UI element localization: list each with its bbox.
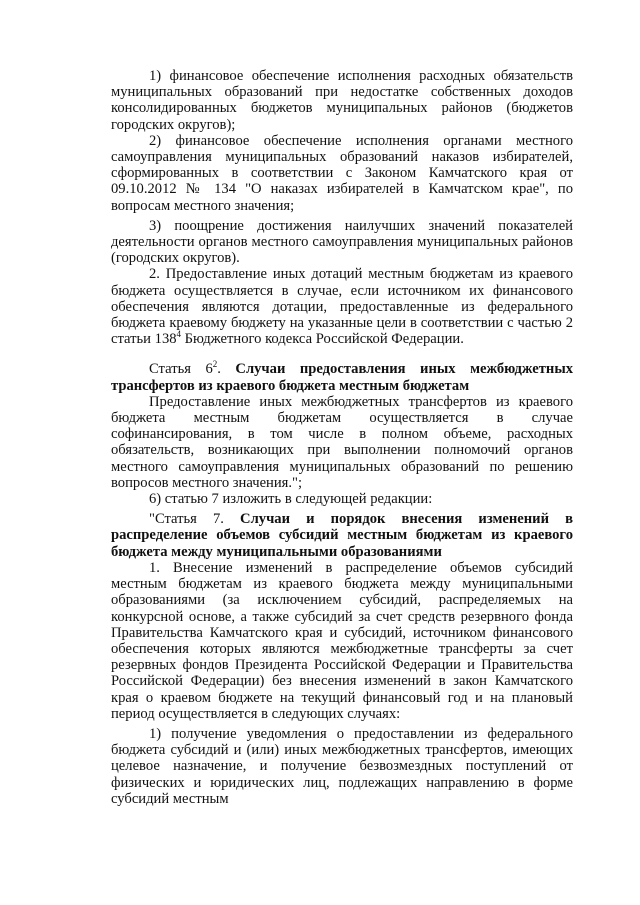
article-6-2-heading (111, 361, 573, 393)
article-7-item-1: 1) получение уведомления о предоставлении из федерального бюджета субсидий и (или) иных межбюджетных трансфертов, имеющих целевое назначение, и получение безвозмездных поступлений от физических и юридических лиц, подлежащих направлению в форме субсидий местным (111, 725, 573, 807)
paragraph-part-2-tail: Бюджетного кодекса Российской Федерации. (181, 331, 464, 348)
article-6-2-body: Предоставление иных межбюджетных трансфертов из краевого бюджета местным бюджетам осуществляется в случае софинансирования, в том числе в полном объеме, расходных обязательств, возникающих при выполнении полномочий органов местного самоуправления муниципальных образований по решению вопросов местного значения."; (111, 393, 573, 491)
article-7-part-1: 1. Внесение изменений в распределение объемов субсидий местным бюджетам из краевого бюджета между муниципальными образованиями (за исключением субсидий, распределяемых на конкурсной основе, а также субсидий за счет средств резервного фонда Правительства Камчатского края и субсидий, источником финансового обеспечения которых являются межбюджетные трансферты за счет резервных фондов Президента Российской Федерации и Правительства Российской Федерации) без внесения изменений в закон Камчатского края о краевом бюджете на текущий финансовый год и на плановый период осуществляется в следующих случаях: (111, 559, 573, 722)
paragraph-part-2-text: 2. Предоставление иных дотаций местным бюджетам из краевого бюджета осуществляется в случае, если источником их финансового обеспечения являются дотации, предоставленные из федерального бюджета краевому бюджету на указанные цели в соответствии с частью 2 статьи (111, 266, 573, 348)
amendment-item-6: 6) статью 7 изложить в следующей редакции: (149, 491, 433, 508)
paragraph-item-1: 1) финансовое обеспечение исполнения расходных обязательств муниципальных образований при недостатке собственных доходов консолидированных бюджетов муниципальных районов (бюджетов городских округов); (111, 68, 573, 133)
article-7-heading (111, 511, 573, 560)
paragraph-part-2 (111, 266, 573, 347)
article-6-2-superscript: 2 (212, 359, 218, 370)
article-superscript: 4 (176, 329, 182, 340)
article-7-prefix: "Статья 7. (149, 511, 241, 528)
article-6-2-title: Случаи предоставления иных межбюджетных трансфертов из краевого бюджета местным бюджетам (111, 361, 574, 394)
paragraph-item-2: 2) финансовое обеспечение исполнения органами местного самоуправления муниципальных образований наказов избирателей, сформированных в соответствии с Законом Камчатского края от 09.10.2012 № 134 "О наказах избирателей в Камчатском крае", по вопросам местного значения; (111, 132, 573, 214)
article-7-title: Случаи и порядок внесения изменений в распределение объемов субсидий местным бюджетам из краевого бюджета между муниципальными образованиями (111, 511, 573, 560)
article-6-2-dot: . (217, 361, 236, 378)
paragraph-item-3: 3) поощрение достижения наилучших значений показателей деятельности органов местного самоуправления муниципальных районов (городских округов). (111, 217, 573, 267)
article-number: 138 (154, 331, 177, 348)
article-6-2-prefix: Статья 6 (149, 361, 213, 378)
